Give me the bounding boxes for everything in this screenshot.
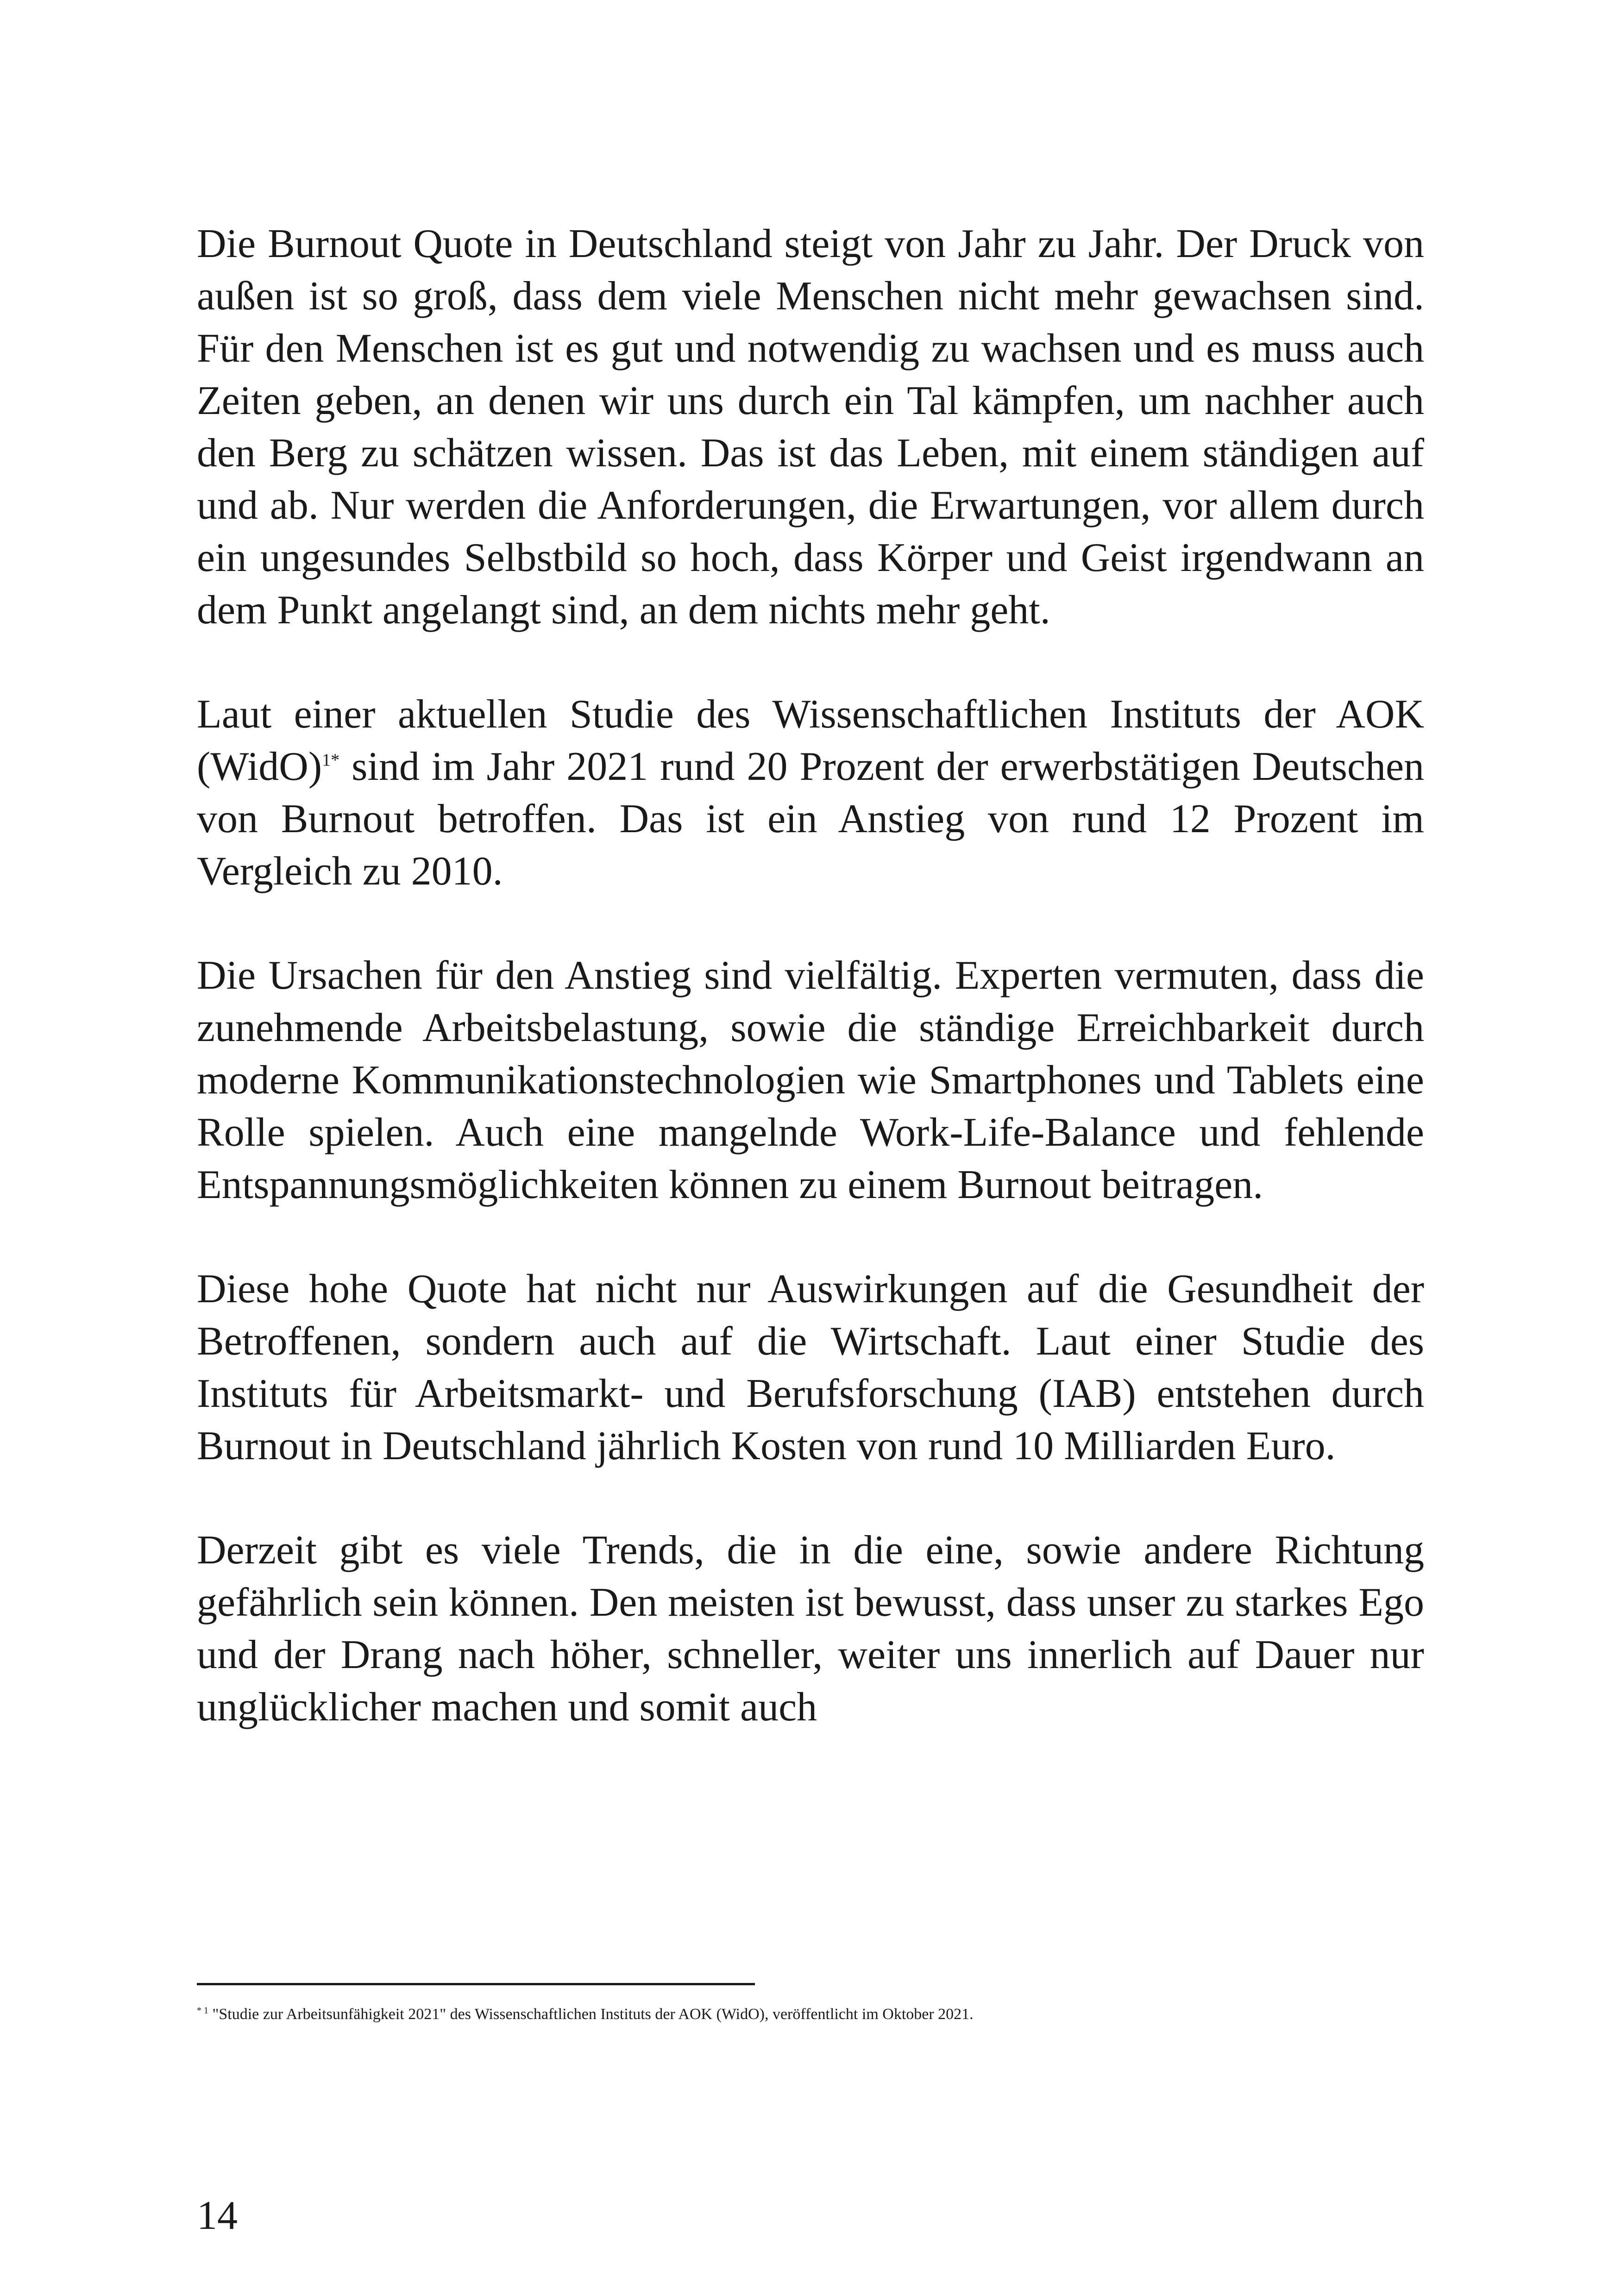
paragraph-causes: Die Ursachen für den Anstieg sind vielfältig. Experten vermuten, dass die zunehmende Arbeitsbelastung, sowie die ständige Erreichbarkeit durch moderne Kommunikationstechnologien wie Smartphones und Tablets eine Rolle spielen. Auch eine mangelnde Work-Life-Balance und fehlende Entspannungsmöglichkeiten können zu einem Burnout beitragen. — [197, 953, 1424, 1207]
footnote-divider — [197, 1983, 755, 1985]
paragraph-text-before-ref: Laut einer aktuellen Studie des Wissenschaftlichen Instituts der AOK (WidO) — [197, 692, 1424, 789]
body-text — [197, 218, 1424, 1733]
footnote-marker: * 1 — [197, 2005, 208, 2016]
footnote — [197, 2004, 1424, 2025]
footnote-text: "Studie zur Arbeitsunfähigkeit 2021" des Wissenschaftlichen Instituts der AOK (WidO), veröffentlicht im Oktober 2021. — [212, 2006, 974, 2023]
page-number: 14 — [197, 2193, 238, 2238]
paragraph-trends: Derzeit gibt es viele Trends, die in die eine, sowie andere Richtung gefährlich sein können. Den meisten ist bewusst, dass unser zu starkes Ego und der Drang nach höher, schneller, weiter uns innerlich auf Dauer nur unglücklicher machen und somit auch — [197, 1528, 1424, 1730]
paragraph-economy: Diese hohe Quote hat nicht nur Auswirkungen auf die Gesundheit der Betroffenen, sondern auch auf die Wirtschaft. Laut einer Studie des Instituts für Arbeitsmarkt- und Berufsforschung (IAB) entstehen durch Burnout in Deutschland jährlich Kosten von rund 10 Milliarden Euro. — [197, 1267, 1424, 1468]
paragraph-burnout-intro: Die Burnout Quote in Deutschland steigt von Jahr zu Jahr. Der Druck von außen ist so groß, dass dem viele Menschen nicht mehr gewachsen sind. Für den Menschen ist es gut und notwendig zu wachsen und es muss auch Zeiten geben, an denen wir uns durch ein Tal kämpfen, um nachher auch den Berg zu schätzen wissen. Das ist das Leben, mit einem ständigen auf und ab. Nur werden die Anforderungen, die Erwartungen, vor allem durch ein ungesundes Selbstbild so hoch, dass Körper und Geist irgendwann an dem Punkt angelangt sind, an dem nichts mehr geht. — [197, 221, 1424, 633]
paragraph-text-after-ref: sind im Jahr 2021 rund 20 Prozent der erwerbstätigen Deutschen von Burnout betroffen. Das ist ein Anstieg von rund 12 Prozent im Vergleich zu 2010. — [197, 744, 1424, 894]
footnote-reference[interactable]: 1* — [322, 750, 340, 770]
paragraph-wido-study — [197, 688, 1424, 897]
